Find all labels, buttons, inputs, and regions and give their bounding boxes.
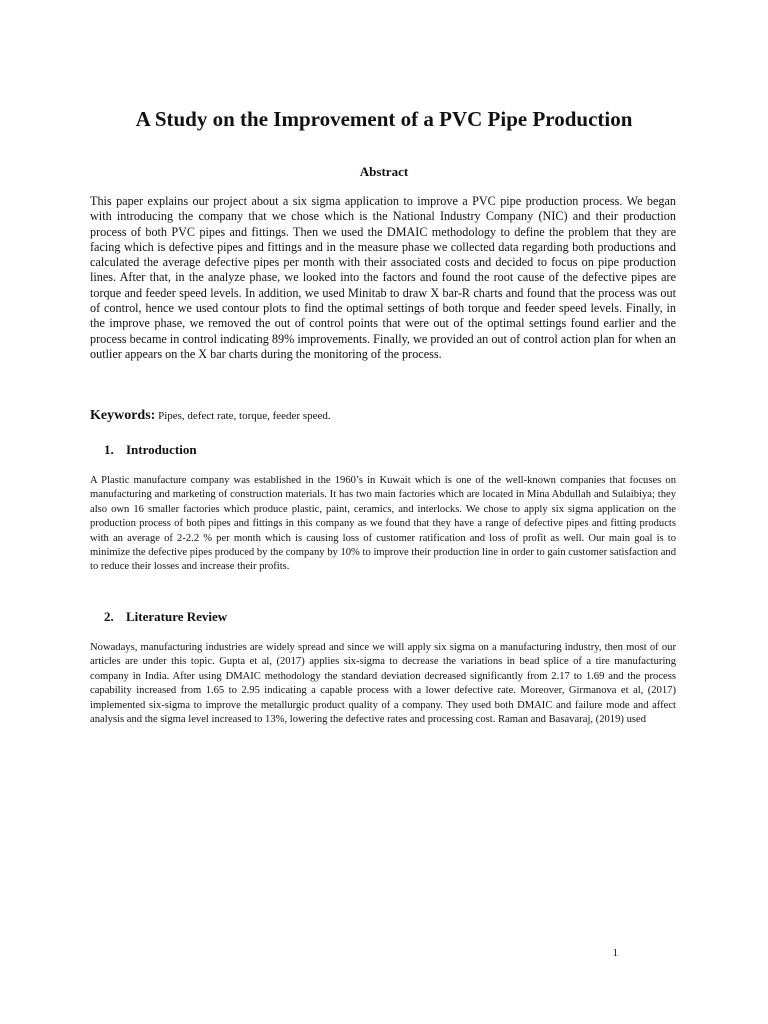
page-number: 1 xyxy=(612,947,618,959)
section-title: Literature Review xyxy=(126,609,228,624)
paper-title: A Study on the Improvement of a PVC Pipe Production xyxy=(135,107,633,131)
section-number: 1. xyxy=(104,442,114,457)
section-heading-literature-review xyxy=(104,609,664,625)
keywords-text: Pipes, defect rate, torque, feeder speed. xyxy=(155,410,331,422)
section-title: Introduction xyxy=(126,442,197,457)
keywords-line xyxy=(90,407,676,425)
section-number: 2. xyxy=(104,609,114,624)
literature-review-text: Nowadays, manufacturing industries are widely spread and since we will apply six sigma on a manufacturing industry, then most of our articles are under this topic. Gupta et al, (2017) applies six-sigma to decrease the variations in bead splice of a tire manufacturing company in India. After using DMAIC methodology the standard deviation decreased significantly from 2.17 to 1.69 and the process capability increased from 1.65 to 2.95 indicating a capable process with a lower defective rate. Moreover, Girmanova et al, (2017) implemented six-sigma to improve the metallurgic product quality of a company. They used both DMAIC and failure mode and affect analysis and the sigma level increased to 13%, lowering the defective rates and processing cost. Raman and Basavaraj, (2019) used xyxy=(90,642,676,726)
introduction-text: A Plastic manufacture company was established in the 1960’s in Kuwait which is one of the well-known companies that focuses on manufacturing and marketing of construction materials. It has two main factories which are located in Mina Abdullah and Sulaibiya; they also own 16 smaller factories which produce plastic, paint, ceramics, and interlocks. We chose to apply six sigma application on the production process of both pipes and fittings in this company as we found that they have a range of defective pipes and fitting products with an average of 2-2.2 % per month which is causing loss of customer ratification and loss of profit as well. Our main goal is to minimize the defective pipes produced by the company by 10% to improve their production line in order to gain customer satisfaction and to reduce their losses and increase their profits. xyxy=(90,475,676,573)
keywords-label: Keywords: xyxy=(90,408,156,423)
abstract-heading: Abstract xyxy=(359,164,409,179)
section-heading-introduction xyxy=(104,442,664,458)
abstract-text: This paper explains our project about a six sigma application to improve a PVC pipe production process. We began with introducing the company that we chose which is the National Industry Company (NIC) and their production process of both PVC pipes and fittings. Then we used the DMAIC methodology to define the problem that they are facing which is defective pipes and fittings and in the measure phase we collected data regarding both productions and calculated the average defective pipes per month with their associated costs and decided to focus on pipe production lines. After that, in the analyze phase, we looked into the factors and found the root cause of the defective pipes are torque and feeder speed levels. In addition, we used Minitab to draw X bar-R charts and found that the process was out of control, hence we used contour plots to find the optimal settings of both torque and feeder speed levels. Finally, in the improve phase, we removed the out of control points that were out of the optimal settings found earlier and the process became in control indicating 89% improvements. Finally, we provided an out of control action plan for when an outlier appears on the X bar charts during the monitoring of the process. xyxy=(90,194,676,361)
